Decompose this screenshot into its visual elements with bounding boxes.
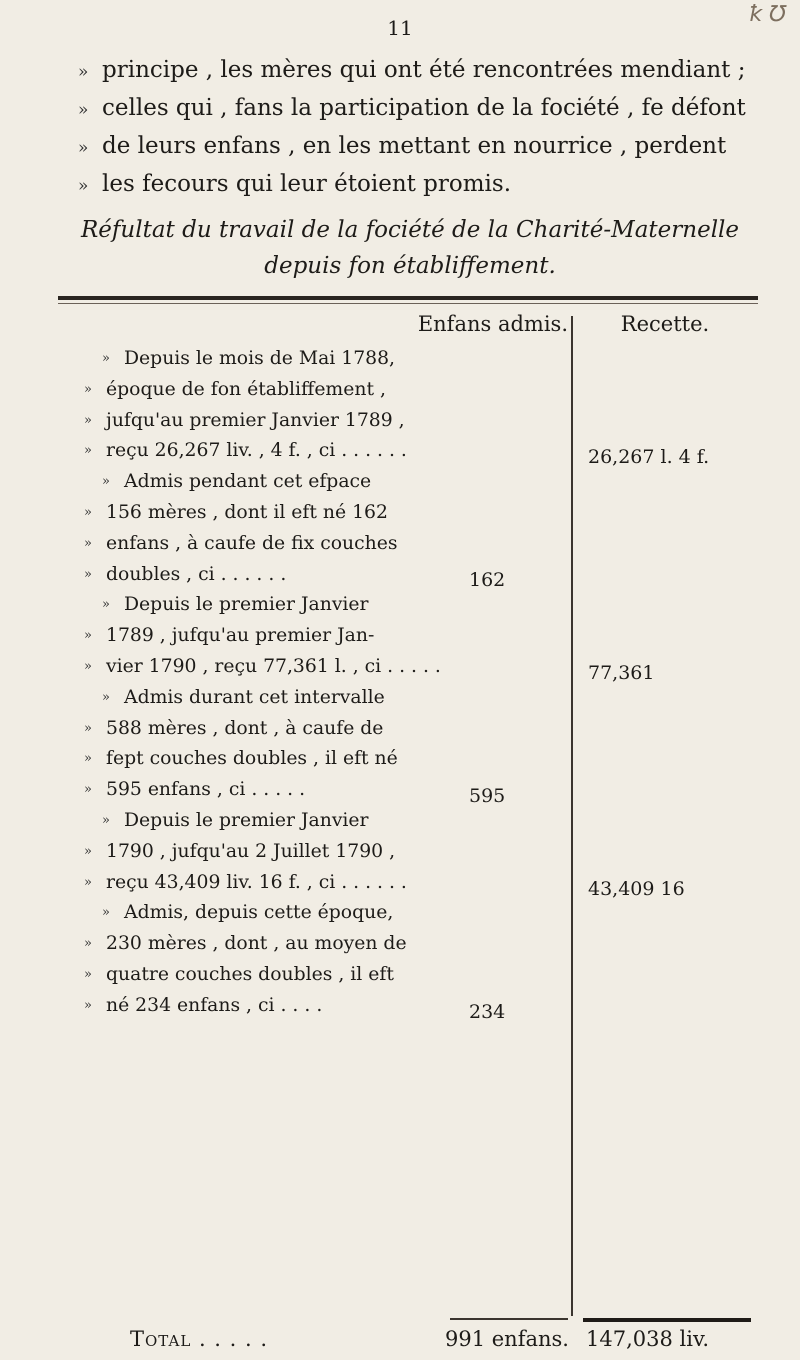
- intro-line: » celles qui , fans la participation de la fociété , fe défont: [78, 90, 738, 128]
- ledger-line: » né 234 enfans , ci . . . .: [84, 994, 323, 1016]
- quote-mark: »: [78, 62, 89, 82]
- intro-paragraph: [78, 52, 746, 204]
- ledger-line: » quatre couches doubles , il eft: [84, 963, 394, 985]
- corner-annotation: ꝁ ℧: [749, 2, 786, 27]
- ledger-line: » Depuis le premier Janvier: [102, 594, 369, 616]
- page-number: 11: [387, 16, 413, 40]
- total-label: Total . . . . .: [130, 1327, 269, 1351]
- recette-value: 26,267 l. 4 f.: [588, 446, 710, 468]
- ledger-line: » Depuis le mois de Mai 1788,: [102, 348, 396, 369]
- total-enfans: 991 enfans.: [445, 1327, 569, 1351]
- quote-mark: »: [78, 100, 89, 120]
- ledger-line: » époque de fon établiffement ,: [84, 378, 386, 400]
- intro-line: » de leurs enfans , en les mettant en nourrice , perdent: [78, 128, 738, 166]
- ledger-line: » fept couches doubles , il eft né: [84, 748, 398, 770]
- ledger-line: » jufqu'au premier Janvier 1789 ,: [84, 409, 405, 431]
- ledger-line: » Depuis le premier Janvier: [102, 809, 369, 831]
- ledger-line: » Admis, depuis cette époque,: [102, 902, 394, 924]
- ledger-line: » 1789 , jufqu'au premier Jan-: [84, 625, 375, 647]
- section-title-line: Réfultat du travail de la fociété de la Charité-Maternelle: [80, 217, 740, 243]
- intro-line: » les fecours qui leur étoient promis.: [78, 166, 738, 204]
- ledger-line: » 156 mères , dont il eft né 162: [84, 501, 388, 523]
- sum-rule-enfans: [450, 1318, 568, 1320]
- recette-value: 77,361: [588, 662, 655, 684]
- recette-value: 43,409 16: [588, 878, 685, 900]
- ledger-line: » reçu 26,267 liv. , 4 f. , ci . . . . . .: [84, 440, 407, 462]
- ledger-line: » 1790 , jufqu'au 2 Juillet 1790 ,: [84, 840, 396, 862]
- ledger-line: » enfans , à caufe de fix couches: [84, 532, 398, 554]
- ledger-line: » Admis durant cet intervalle: [102, 686, 385, 708]
- quote-mark: »: [78, 138, 89, 158]
- column-divider: [571, 316, 573, 1316]
- ledger-line: » doubles , ci . . . . . .: [84, 563, 287, 585]
- ledger-line: » reçu 43,409 liv. 16 f. , ci . . . . . .: [84, 871, 407, 893]
- quote-mark: »: [78, 176, 89, 196]
- header-enfans-admis: Enfans admis.: [417, 312, 568, 336]
- enfans-value: 595: [469, 785, 506, 807]
- ledger-text: [84, 344, 564, 1022]
- sum-rule-recette: [583, 1318, 751, 1322]
- ledger-line: » Admis pendant cet efpace: [102, 471, 372, 493]
- ledger-line: » vier 1790 , reçu 77,361 l. , ci . . . . .: [84, 655, 441, 677]
- intro-line: » principe , les mères qui ont été rencontrées mendiant ;: [78, 52, 738, 90]
- ledger-line: » 595 enfans , ci . . . . .: [84, 779, 306, 801]
- enfans-value: 234: [469, 1001, 506, 1023]
- ledger-line: » 230 mères , dont , au moyen de: [84, 933, 407, 955]
- table-top-rule: [58, 296, 758, 300]
- ledger-line: » 588 mères , dont , à caufe de: [84, 717, 384, 739]
- section-title: [70, 212, 750, 284]
- header-recette: Recette.: [620, 312, 710, 336]
- enfans-value: 162: [469, 569, 506, 591]
- section-title-line: depuis fon établiffement.: [264, 253, 556, 279]
- total-recette: 147,038 liv.: [586, 1327, 709, 1351]
